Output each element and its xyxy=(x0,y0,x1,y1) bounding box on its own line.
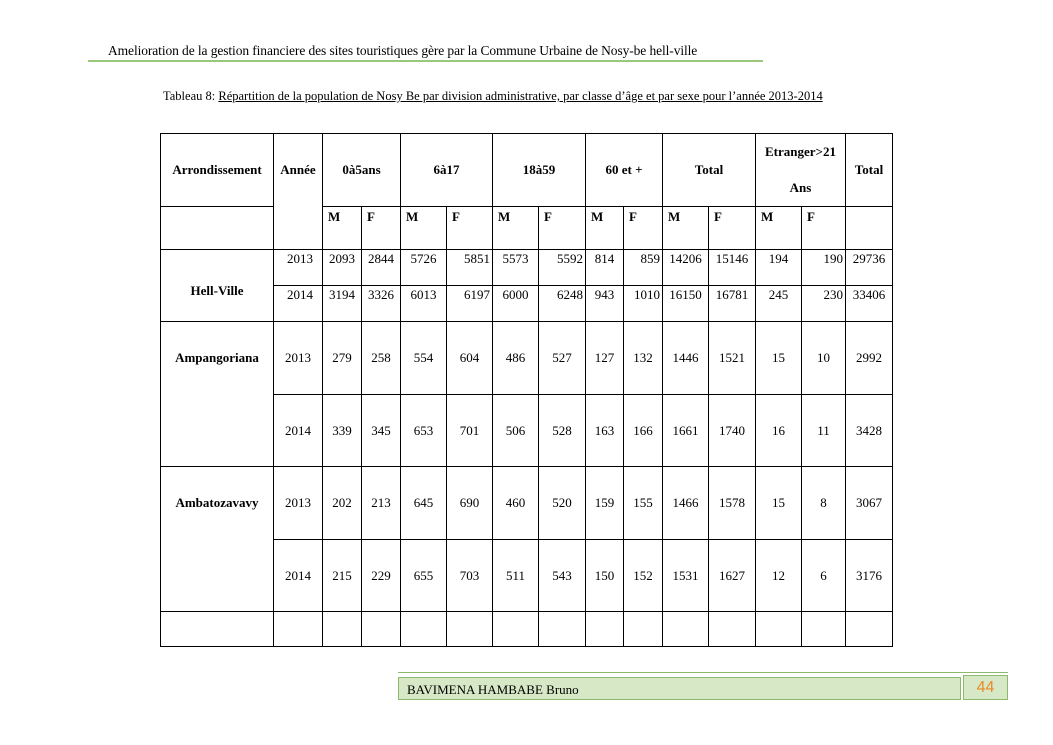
value-cell: 1740 xyxy=(709,395,756,467)
value-cell: 8 xyxy=(802,467,846,540)
value-cell: 701 xyxy=(447,395,493,467)
sub-header-f: F xyxy=(539,207,586,250)
value-cell: 3194 xyxy=(323,286,362,322)
empty-cell xyxy=(161,207,274,250)
value-cell: 655 xyxy=(401,540,447,612)
arrondissement-ampangoriana: Ampangoriana xyxy=(161,322,274,395)
empty-cell xyxy=(846,612,893,647)
value-cell: 166 xyxy=(624,395,663,467)
empty-cell xyxy=(161,612,274,647)
year-cell: 2013 xyxy=(274,322,323,395)
value-cell: 14206 xyxy=(663,250,709,286)
value-cell: 11 xyxy=(802,395,846,467)
value-cell: 527 xyxy=(539,322,586,395)
value-cell: 10 xyxy=(802,322,846,395)
value-cell: 29736 xyxy=(846,250,893,286)
arrondissement-hell-ville: Hell-Ville xyxy=(161,250,274,322)
header-row xyxy=(161,134,893,207)
value-cell: 814 xyxy=(586,250,624,286)
value-cell: 511 xyxy=(493,540,539,612)
table-caption xyxy=(163,89,823,104)
value-cell: 5573 xyxy=(493,250,539,286)
year-cell: 2013 xyxy=(274,467,323,540)
caption-text: Répartition de la population de Nosy Be par division administrative, par classe d’âge et par sexe pour l’année 2013-2014 xyxy=(218,89,823,103)
value-cell: 15 xyxy=(756,467,802,540)
value-cell: 345 xyxy=(362,395,401,467)
value-cell: 159 xyxy=(586,467,624,540)
col-header-0a5ans: 0à5ans xyxy=(323,134,401,207)
value-cell: 339 xyxy=(323,395,362,467)
value-cell: 506 xyxy=(493,395,539,467)
year-cell: 2014 xyxy=(274,286,323,322)
col-header-total: Total xyxy=(846,134,893,207)
year-cell: 2014 xyxy=(274,395,323,467)
value-cell: 604 xyxy=(447,322,493,395)
table-row xyxy=(161,395,893,467)
table-row xyxy=(161,540,893,612)
value-cell: 163 xyxy=(586,395,624,467)
footer-rule xyxy=(398,672,1008,673)
value-cell: 229 xyxy=(362,540,401,612)
col-header-annee: Année xyxy=(274,134,323,207)
empty-cell xyxy=(362,612,401,647)
value-cell: 15146 xyxy=(709,250,756,286)
value-cell: 213 xyxy=(362,467,401,540)
empty-cell xyxy=(323,612,362,647)
sub-header-m: M xyxy=(401,207,447,250)
value-cell: 1578 xyxy=(709,467,756,540)
sub-header-f: F xyxy=(362,207,401,250)
running-header: Amelioration de la gestion financiere des sites touristiques gère par la Commune Urbaine de Nosy-be hell-ville xyxy=(108,43,698,58)
value-cell: 543 xyxy=(539,540,586,612)
empty-cell xyxy=(274,207,323,250)
empty-cell xyxy=(161,395,274,467)
value-cell: 520 xyxy=(539,467,586,540)
empty-cell xyxy=(756,612,802,647)
value-cell: 155 xyxy=(624,467,663,540)
value-cell: 6000 xyxy=(493,286,539,322)
caption-prefix: Tableau 8: xyxy=(163,89,219,103)
footer-author: BAVIMENA HAMBABE Bruno xyxy=(398,677,961,700)
value-cell: 3067 xyxy=(846,467,893,540)
value-cell: 15 xyxy=(756,322,802,395)
value-cell: 279 xyxy=(323,322,362,395)
value-cell: 16 xyxy=(756,395,802,467)
value-cell: 132 xyxy=(624,322,663,395)
value-cell: 690 xyxy=(447,467,493,540)
empty-cell xyxy=(539,612,586,647)
sub-header-m: M xyxy=(323,207,362,250)
value-cell: 127 xyxy=(586,322,624,395)
value-cell: 194 xyxy=(756,250,802,286)
sub-header-m: M xyxy=(663,207,709,250)
value-cell: 6197 xyxy=(447,286,493,322)
value-cell: 554 xyxy=(401,322,447,395)
table-row xyxy=(161,250,893,286)
empty-cell xyxy=(663,612,709,647)
header-rule xyxy=(88,60,763,62)
value-cell: 245 xyxy=(756,286,802,322)
value-cell: 12 xyxy=(756,540,802,612)
value-cell: 703 xyxy=(447,540,493,612)
empty-cell xyxy=(709,612,756,647)
col-header-arrondissement: Arrondissement xyxy=(161,134,274,207)
value-cell: 258 xyxy=(362,322,401,395)
value-cell: 33406 xyxy=(846,286,893,322)
value-cell: 1521 xyxy=(709,322,756,395)
value-cell: 3326 xyxy=(362,286,401,322)
empty-cell xyxy=(586,612,624,647)
arrondissement-ambatozavavy: Ambatozavavy xyxy=(161,467,274,540)
value-cell: 6 xyxy=(802,540,846,612)
value-cell: 5592 xyxy=(539,250,586,286)
col-header-6a17: 6à17 xyxy=(401,134,493,207)
table-row xyxy=(161,322,893,395)
empty-cell xyxy=(274,612,323,647)
etranger-label-bottom: Ans xyxy=(789,180,812,195)
value-cell: 1627 xyxy=(709,540,756,612)
page-number: 44 xyxy=(963,675,1008,700)
value-cell: 460 xyxy=(493,467,539,540)
value-cell: 2844 xyxy=(362,250,401,286)
value-cell: 1446 xyxy=(663,322,709,395)
value-cell: 16781 xyxy=(709,286,756,322)
value-cell: 5851 xyxy=(447,250,493,286)
year-cell: 2013 xyxy=(274,250,323,286)
empty-cell xyxy=(401,612,447,647)
value-cell: 2992 xyxy=(846,322,893,395)
population-table xyxy=(160,133,893,647)
empty-cell xyxy=(802,612,846,647)
value-cell: 5726 xyxy=(401,250,447,286)
value-cell: 16150 xyxy=(663,286,709,322)
value-cell: 1010 xyxy=(624,286,663,322)
sub-header-f: F xyxy=(802,207,846,250)
col-header-total-mf: Total xyxy=(663,134,756,207)
table-row xyxy=(161,467,893,540)
value-cell: 150 xyxy=(586,540,624,612)
value-cell: 1531 xyxy=(663,540,709,612)
value-cell: 1466 xyxy=(663,467,709,540)
value-cell: 3428 xyxy=(846,395,893,467)
empty-cell xyxy=(846,207,893,250)
empty-cell xyxy=(161,540,274,612)
empty-cell xyxy=(624,612,663,647)
value-cell: 1661 xyxy=(663,395,709,467)
sub-header-f: F xyxy=(709,207,756,250)
sub-header-m: M xyxy=(586,207,624,250)
value-cell: 215 xyxy=(323,540,362,612)
value-cell: 528 xyxy=(539,395,586,467)
value-cell: 6248 xyxy=(539,286,586,322)
value-cell: 6013 xyxy=(401,286,447,322)
value-cell: 230 xyxy=(802,286,846,322)
value-cell: 943 xyxy=(586,286,624,322)
etranger-label-top: Etranger>21 xyxy=(765,144,836,159)
empty-cell xyxy=(493,612,539,647)
empty-cell xyxy=(447,612,493,647)
table-row-empty xyxy=(161,612,893,647)
value-cell: 3176 xyxy=(846,540,893,612)
value-cell: 152 xyxy=(624,540,663,612)
value-cell: 190 xyxy=(802,250,846,286)
value-cell: 859 xyxy=(624,250,663,286)
sub-header-m: M xyxy=(756,207,802,250)
sub-header-f: F xyxy=(624,207,663,250)
col-header-18a59: 18à59 xyxy=(493,134,586,207)
sub-header-m: M xyxy=(493,207,539,250)
year-cell: 2014 xyxy=(274,540,323,612)
value-cell: 486 xyxy=(493,322,539,395)
sub-header-f: F xyxy=(447,207,493,250)
subheader-row xyxy=(161,207,893,250)
value-cell: 2093 xyxy=(323,250,362,286)
col-header-60plus: 60 et + xyxy=(586,134,663,207)
value-cell: 202 xyxy=(323,467,362,540)
col-header-etranger xyxy=(756,134,846,207)
value-cell: 645 xyxy=(401,467,447,540)
value-cell: 653 xyxy=(401,395,447,467)
